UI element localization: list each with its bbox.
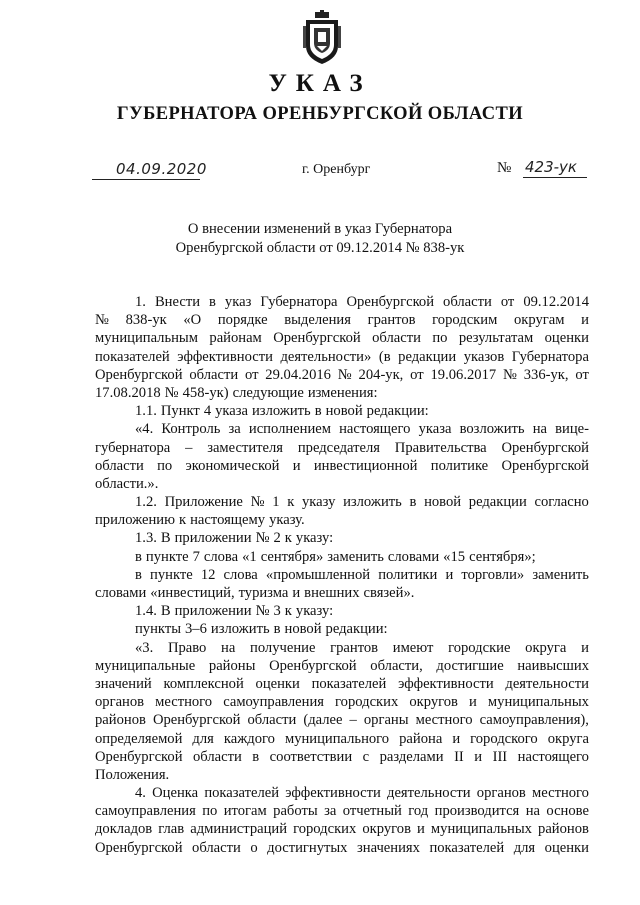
body-word: туризма: [238, 585, 289, 601]
body-word: Оренбургской: [269, 657, 357, 674]
body-word: редакции:: [366, 403, 429, 420]
body-word: в: [314, 403, 322, 420]
city-label: г. Оренбург: [302, 162, 371, 177]
body-word: достигшие: [436, 657, 504, 674]
body-word: оценки: [255, 675, 300, 692]
body-word: получение: [250, 639, 316, 656]
body-word: районы: [208, 657, 256, 674]
body-line: [95, 675, 589, 693]
body-word: политике: [430, 457, 489, 474]
body-word: местного: [155, 694, 213, 711]
body-line: [95, 439, 589, 457]
body-word: 09.12.2014: [523, 294, 589, 310]
body-line: [95, 748, 589, 766]
body-word: в: [209, 294, 216, 310]
body-word: пункте: [150, 566, 193, 583]
body-word: III: [492, 748, 508, 765]
handwritten-date: 04.09.2020: [116, 160, 207, 178]
body-word: инвестиционной: [313, 457, 418, 474]
body-word: округа: [547, 730, 589, 747]
body-line: [95, 293, 589, 311]
heading-line: О внесении изменений в указ Губернатора: [187, 221, 453, 237]
body-word: словами: [95, 585, 147, 601]
body-word: 204-ук,: [358, 366, 404, 383]
body-line: [95, 784, 589, 802]
issuer-subtitle: ГУБЕРНАТОРА ОРЕНБУРГСКОЙ ОБЛАСТИ: [116, 104, 524, 124]
body-word: муниципальных: [487, 694, 589, 711]
body-word: новой: [325, 403, 363, 420]
body-word: деятельности»: [280, 348, 372, 365]
body-word: в: [252, 748, 260, 765]
body-word: указа: [418, 421, 452, 438]
number-field: [497, 158, 587, 178]
body-word: 1.2.: [135, 494, 157, 511]
body-word: связей».: [363, 585, 415, 601]
body-word: В: [160, 603, 171, 620]
body-word: соответствии: [269, 748, 353, 765]
body-word: грантов: [330, 639, 379, 656]
body-word: 1.4.: [135, 603, 157, 620]
body-word: и: [581, 639, 589, 656]
number-sign: №: [497, 160, 512, 176]
body-word: грантов: [367, 312, 416, 329]
body-word: отчетный: [342, 803, 402, 820]
body-word: внешних: [304, 585, 360, 601]
body-word: комплексной: [163, 675, 244, 692]
body-word: администраций: [190, 821, 288, 838]
body-word: Губернатора: [511, 348, 589, 365]
body-word: слова: [223, 566, 258, 583]
body-word: органов: [95, 694, 145, 711]
body-word: исполнением: [248, 421, 331, 438]
body-word: области: [95, 457, 144, 474]
body-line: [95, 329, 589, 347]
body-word: к: [284, 603, 292, 620]
body-line: [95, 730, 589, 748]
body-word: заместителя: [207, 439, 284, 456]
body-word: местного: [415, 712, 473, 729]
body-line: [95, 311, 589, 329]
body-word: изменения:: [307, 384, 378, 401]
body-word: изложить: [343, 494, 402, 511]
body-word: от: [575, 366, 589, 383]
body-line: [95, 402, 589, 420]
body-word: №: [337, 366, 352, 383]
body-word: к: [179, 512, 187, 529]
body-word: изложить: [210, 621, 270, 638]
body-word: 7: [192, 548, 200, 565]
body-word: политики: [378, 566, 438, 583]
body-line: [95, 620, 589, 638]
body-line: [95, 457, 589, 475]
body-line: [95, 693, 589, 711]
body-line: [95, 566, 589, 584]
body-word: В: [160, 530, 171, 547]
body-word: к: [284, 530, 292, 547]
body-word: редакции: [468, 494, 527, 511]
body-word: районов: [95, 712, 146, 729]
body-word: (далее: [303, 712, 343, 729]
body-word: городских: [293, 821, 357, 838]
body-word: (в: [378, 348, 391, 365]
body-word: –: [185, 439, 193, 456]
body-word: городские: [448, 639, 511, 656]
body-word: Оренбургской: [95, 748, 183, 765]
body-word: пункте: [145, 548, 189, 565]
body-word: Оренбургской: [346, 294, 435, 310]
body-word: в: [135, 566, 142, 583]
body-word: пункты: [135, 621, 181, 638]
body-word: настоящего: [339, 421, 411, 438]
body-word: в: [273, 621, 281, 638]
body-word: эффективности: [398, 675, 494, 692]
body-word: II: [454, 748, 464, 765]
body-word: –: [349, 712, 357, 729]
body-line: [95, 602, 589, 620]
body-word: результатам: [458, 330, 534, 347]
body-word: и: [452, 730, 461, 747]
body-word: приложению: [95, 512, 176, 529]
body-word: указу.: [269, 512, 305, 529]
body-word: 12: [200, 566, 216, 583]
body-word: заменить: [532, 566, 589, 583]
body-word: определяемой: [95, 730, 183, 747]
body-word: округов: [409, 694, 458, 711]
body-word: 3: [273, 603, 281, 620]
body-word: самоуправления: [95, 803, 196, 820]
body-word: с: [362, 748, 370, 765]
body-word: указу:: [295, 603, 334, 620]
body-word: приложении: [174, 603, 252, 620]
body-word: показателей: [311, 675, 387, 692]
body-word: области.».: [95, 475, 159, 492]
body-word: вице-: [555, 421, 589, 438]
body-word: самоуправления: [223, 694, 324, 711]
body-word: деятельности: [387, 785, 471, 802]
body-word: муниципальные: [95, 657, 196, 674]
body-word: порядке: [217, 312, 268, 329]
body-word: указу:: [295, 530, 334, 547]
body-word: эффективности: [285, 785, 381, 802]
body-word: заменить: [327, 548, 384, 565]
body-word: за: [324, 803, 337, 820]
body-word: от: [410, 366, 424, 383]
date-field: [92, 160, 207, 180]
body-word: Губернатора: [260, 294, 338, 310]
body-word: словами: [387, 548, 440, 565]
body-word: деятельности: [505, 675, 589, 692]
body-line: [95, 711, 589, 729]
body-word: Положения.: [95, 766, 170, 783]
body-word: органы: [363, 712, 409, 729]
body-word: для: [192, 730, 214, 747]
body-word: 336-ук,: [523, 366, 569, 383]
body-word: 458-ук): [182, 384, 229, 401]
body-word: каждого: [223, 730, 275, 747]
body-word: 29.04.2016: [265, 366, 331, 383]
body-word: Внести: [154, 294, 201, 310]
body-word: значениях: [357, 839, 420, 856]
body-word: области: [192, 839, 241, 856]
body-word: 1.3.: [135, 530, 157, 547]
body-word: городских: [335, 694, 399, 711]
body-word: районам: [209, 330, 262, 347]
body-word: редакции: [398, 348, 457, 365]
body-word: №: [95, 312, 109, 329]
body-word: «15: [443, 548, 466, 565]
body-word: оценки: [544, 330, 589, 347]
document-type-title: УКАЗ: [268, 70, 372, 97]
body-word: Пункт: [160, 403, 200, 420]
body-line: [95, 475, 589, 493]
body-word: городским: [432, 312, 498, 329]
body-word: области: [189, 366, 239, 383]
body-word: изложить: [252, 403, 311, 420]
body-word: выделения: [284, 312, 351, 329]
body-word: района: [399, 730, 443, 747]
body-word: «инвестиций,: [150, 585, 235, 601]
body-line: [95, 839, 589, 857]
body-line: [95, 657, 589, 675]
body-word: о: [250, 839, 258, 856]
body-word: указа: [215, 403, 248, 420]
body-word: области,: [370, 657, 423, 674]
body-word: «О: [183, 312, 202, 329]
body-word: муниципального: [284, 730, 390, 747]
body-line: [95, 420, 589, 438]
body-word: торговли»: [461, 566, 525, 583]
body-word: от: [244, 366, 259, 383]
body-line: [95, 511, 589, 529]
body-word: №: [250, 494, 265, 511]
body-word: Правительства: [394, 439, 487, 456]
body-word: 17.08.2018: [95, 384, 161, 401]
body-word: «3.: [135, 639, 154, 656]
body-word: слова: [203, 548, 239, 565]
body-word: 838-ук: [125, 312, 167, 329]
body-word: экономической: [185, 457, 280, 474]
body-word: основе: [546, 803, 589, 820]
body-word: достигнутых: [267, 839, 348, 856]
body-word: Право: [167, 639, 207, 656]
body-word: и: [474, 748, 483, 765]
body-word: на: [525, 803, 540, 820]
body-word: председателя: [297, 439, 380, 456]
body-word: Контроль: [161, 421, 221, 438]
body-word: районов: [538, 821, 589, 838]
body-word: 1: [272, 494, 280, 511]
body-word: сентября»: [260, 548, 324, 565]
body-word: имеют: [392, 639, 434, 656]
body-word: работы: [273, 803, 318, 820]
body-word: на: [532, 421, 548, 438]
body-word: согласно: [534, 494, 589, 511]
body-word: по: [432, 330, 448, 347]
body-word: и: [445, 566, 454, 583]
body-line: [95, 493, 589, 511]
body-word: 1.: [135, 294, 146, 310]
body-line: [95, 384, 589, 402]
document-body: [95, 293, 589, 857]
body-line: [95, 766, 589, 784]
body-word: за: [228, 421, 241, 438]
body-word: области: [372, 330, 421, 347]
body-word: области: [247, 712, 297, 729]
body-word: муниципальным: [95, 330, 198, 347]
body-word: производится: [434, 803, 520, 820]
body-word: показателей: [204, 785, 280, 802]
body-word: местного: [532, 785, 589, 802]
body-word: 19.06.2017: [430, 366, 497, 383]
body-word: сентября»;: [469, 548, 536, 565]
body-word: округа: [525, 639, 567, 656]
body-line: [95, 348, 589, 366]
body-word: разделами: [379, 748, 444, 765]
body-word: «4.: [135, 421, 154, 438]
body-word: органов: [476, 785, 526, 802]
body-word: «1: [242, 548, 257, 565]
body-word: год: [408, 803, 429, 820]
body-word: округов: [362, 821, 411, 838]
body-word: от: [500, 294, 515, 310]
body-word: значений: [95, 675, 152, 692]
body-word: и: [292, 585, 301, 601]
body-word: Оренбургской: [95, 839, 183, 856]
body-word: в: [409, 494, 417, 511]
document-heading: [0, 220, 640, 258]
body-line: [95, 639, 589, 657]
body-word: оценки: [544, 839, 589, 856]
body-word: показателей: [429, 839, 505, 856]
body-word: 4: [203, 403, 212, 420]
body-word: №: [164, 384, 179, 401]
body-word: новой: [284, 621, 322, 638]
body-word: 2: [273, 530, 281, 547]
body-word: самоуправления),: [479, 712, 589, 729]
body-word: 3–6: [185, 621, 207, 638]
body-word: и: [292, 457, 301, 474]
body-word: по: [202, 803, 218, 820]
body-word: указов: [463, 348, 505, 365]
body-line: [95, 820, 589, 838]
body-word: №: [255, 530, 270, 547]
body-word: к: [287, 494, 295, 511]
body-word: указ: [224, 294, 252, 310]
body-word: округам: [513, 312, 565, 329]
body-word: на: [221, 639, 236, 656]
body-word: возложить: [459, 421, 525, 438]
body-line: [95, 366, 589, 384]
body-word: показателей: [95, 348, 170, 365]
body-word: «промышленной: [265, 566, 371, 583]
body-word: для: [513, 839, 536, 856]
body-word: новой: [424, 494, 462, 511]
body-word: редакции:: [325, 621, 388, 638]
body-word: по: [157, 457, 173, 474]
date-underline: [92, 179, 200, 180]
body-line: [95, 529, 589, 547]
body-word: Оренбургской: [95, 366, 183, 383]
body-word: муниципальных: [430, 821, 532, 838]
body-word: наивысших: [517, 657, 589, 674]
body-word: городского: [470, 730, 538, 747]
body-word: области: [193, 748, 242, 765]
body-word: настоящему: [190, 512, 266, 529]
body-word: области: [443, 294, 492, 310]
body-word: Оренбургской: [501, 457, 589, 474]
body-word: настоящего: [517, 748, 589, 765]
body-word: губернатора: [95, 439, 171, 456]
body-word: и: [581, 312, 589, 329]
coat-of-arms-icon: [303, 10, 341, 66]
handwritten-number: 423-ук: [525, 158, 577, 176]
body-word: Приложение: [164, 494, 243, 511]
body-word: и: [417, 821, 425, 838]
body-word: докладов: [95, 821, 153, 838]
body-word: Оренбургской: [273, 330, 361, 347]
heading-line: Оренбургской области от 09.12.2014 № 838-ук: [175, 240, 465, 256]
body-line: [95, 584, 589, 602]
body-word: и: [469, 694, 477, 711]
body-word: №: [502, 366, 517, 383]
body-word: 4.: [135, 785, 146, 802]
body-word: глав: [158, 821, 185, 838]
body-word: в: [135, 548, 142, 565]
body-word: приложении: [174, 530, 252, 547]
body-word: Оценка: [152, 785, 199, 802]
body-word: Оренбургской: [501, 439, 589, 456]
body-word: указу: [301, 494, 336, 511]
body-word: Оренбургской: [152, 712, 241, 729]
body-word: итогам: [223, 803, 267, 820]
body-line: [95, 802, 589, 820]
body-word: следующие: [232, 384, 304, 401]
body-word: №: [255, 603, 270, 620]
number-underline: [523, 177, 587, 178]
body-word: 1.1.: [135, 403, 157, 420]
body-line: [95, 548, 589, 566]
body-word: эффективности: [177, 348, 273, 365]
